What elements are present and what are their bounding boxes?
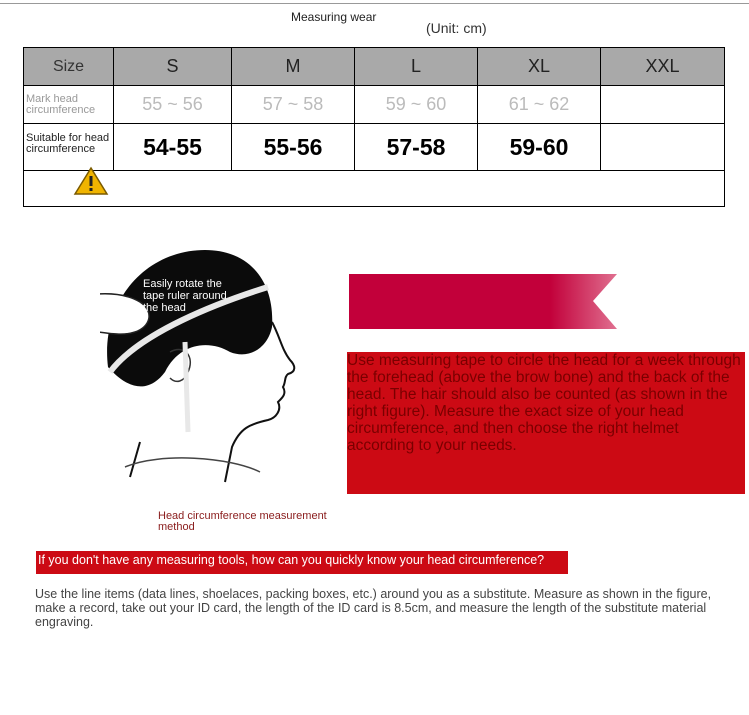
size-l-header: L	[355, 48, 478, 86]
size-xxl-header: XXL	[601, 48, 725, 86]
method-caption: Head circumference measurement method	[158, 510, 327, 533]
shoulder-outline	[125, 458, 260, 472]
table-cell	[601, 86, 725, 124]
suitable-head-label: Suitable for head circumference	[24, 124, 114, 171]
size-xl-header: XL	[478, 48, 601, 86]
tip-question: If you don't have any measuring tools, how can you quickly know your head circumference?	[36, 551, 568, 574]
table-cell: 59 ~ 60	[355, 86, 478, 124]
size-header-cell: Size	[24, 48, 114, 86]
head-measurement-illustration	[100, 232, 330, 522]
table-header-row	[24, 48, 725, 86]
size-chart-table	[23, 47, 725, 207]
warning-icon	[73, 166, 109, 196]
size-m-header: M	[232, 48, 355, 86]
tape-caption: Easily rotate the tape ruler around the head	[143, 278, 227, 314]
table-cell: 55 ~ 56	[114, 86, 232, 124]
instructions-box: Use measuring tape to circle the head for a week through the forehead (above the brow bone) and the back of the head. The hair should also be counted (as shown in the right figure). Measure the exact size of your head circumference, and then choose the right helmet according to your needs.	[347, 352, 745, 494]
size-s-header: S	[114, 48, 232, 86]
table-cell: 57-58	[355, 124, 478, 171]
table-cell: 55-56	[232, 124, 355, 171]
mark-head-row	[24, 86, 725, 124]
top-divider	[0, 3, 749, 4]
warning-cell	[24, 171, 725, 207]
table-cell: 54-55	[114, 124, 232, 171]
table-cell: 61 ~ 62	[478, 86, 601, 124]
table-cell	[601, 124, 725, 171]
table-cell: 59-60	[478, 124, 601, 171]
tip-answer: Use the line items (data lines, shoelaces, packing boxes, etc.) around you as a substitute. Measure as shown in the figure, make a record, take out your ID card, the length of the ID card is 8.5cm, and measure the length of the substitute material engraving.	[35, 587, 712, 629]
page-title: Measuring wear	[291, 10, 377, 24]
suitable-head-row	[24, 124, 725, 171]
decorative-banner	[349, 274, 617, 329]
warning-row	[24, 171, 725, 207]
mark-head-label: Mark head circumference	[24, 86, 114, 124]
measuring-tape-end	[185, 342, 188, 432]
unit-label: (Unit: cm)	[426, 20, 487, 36]
table-cell: 57 ~ 58	[232, 86, 355, 124]
